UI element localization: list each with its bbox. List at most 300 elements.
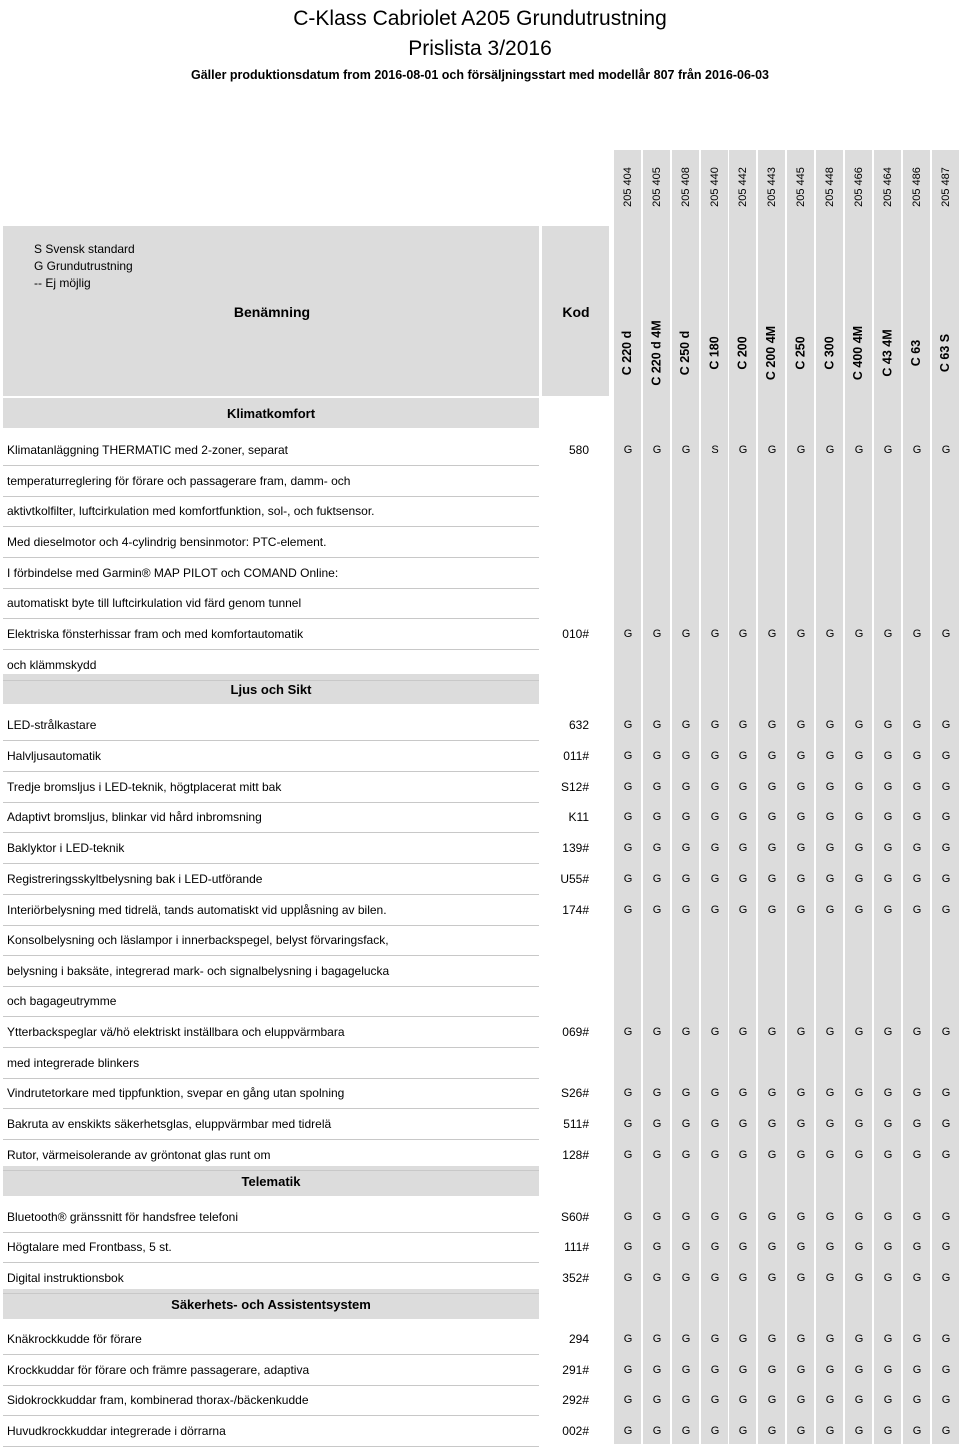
availability-cell: G: [825, 811, 835, 823]
availability-cell: G: [710, 1394, 720, 1406]
availability-cell: G: [681, 1272, 691, 1284]
model-name-header: [903, 308, 930, 398]
model-code-header: [672, 152, 699, 222]
availability-cell: G: [710, 750, 720, 762]
equipment-code: S26#: [560, 1086, 589, 1100]
row-divider: [3, 465, 539, 466]
availability-cell: G: [681, 904, 691, 916]
availability-cell: G: [883, 628, 893, 640]
row-divider: [3, 649, 539, 650]
model-code-header: [816, 152, 843, 222]
availability-cell: G: [652, 1026, 662, 1038]
model-name-label: C 200 4M: [764, 325, 779, 381]
availability-cell: G: [854, 1149, 864, 1161]
equipment-description: LED-strålkastare: [7, 718, 97, 732]
benamning-header: Benämning: [233, 304, 311, 320]
availability-cell: G: [912, 781, 922, 793]
availability-cell: G: [623, 842, 633, 854]
availability-cell: G: [767, 842, 777, 854]
equipment-code: 511#: [563, 1117, 589, 1131]
availability-cell: G: [796, 1394, 806, 1406]
model-code-header: [614, 152, 641, 222]
model-name-header: [816, 308, 843, 398]
availability-cell: G: [854, 1425, 864, 1437]
availability-cell: G: [796, 811, 806, 823]
row-divider: [3, 1047, 539, 1048]
model-code-label: 205 464: [881, 167, 894, 207]
availability-cell: G: [854, 1272, 864, 1284]
availability-cell: G: [767, 1394, 777, 1406]
availability-cell: G: [681, 1241, 691, 1253]
availability-cell: G: [710, 842, 720, 854]
legend-not-possible: -- Ej möjlig: [34, 276, 91, 290]
equipment-code: 291#: [562, 1363, 589, 1377]
table-row: [0, 957, 960, 987]
availability-cell: G: [883, 811, 893, 823]
availability-cell: G: [738, 842, 748, 854]
availability-cell: G: [796, 1425, 806, 1437]
availability-cell: S: [711, 444, 719, 456]
legend: [34, 241, 135, 292]
availability-cell: G: [883, 904, 893, 916]
availability-cell: G: [767, 1272, 777, 1284]
availability-cell: G: [738, 1026, 748, 1038]
equipment-code: 128#: [562, 1148, 589, 1162]
availability-cell: G: [941, 811, 951, 823]
availability-cell: G: [681, 1149, 691, 1161]
availability-cell: G: [710, 1211, 720, 1223]
availability-cell: G: [681, 1118, 691, 1130]
equipment-code: K11: [568, 810, 589, 824]
row-divider: [3, 832, 539, 833]
availability-cell: G: [681, 628, 691, 640]
availability-cell: G: [854, 750, 864, 762]
availability-cell: G: [710, 1087, 720, 1099]
availability-cell: G: [623, 1118, 633, 1130]
availability-cell: G: [767, 1241, 777, 1253]
availability-cell: G: [825, 873, 835, 885]
availability-cell: G: [681, 750, 691, 762]
availability-cell: G: [623, 1364, 633, 1376]
equipment-description: temperaturreglering för förare och passagerare fram, damm- och: [7, 474, 351, 488]
availability-cell: G: [681, 842, 691, 854]
model-name-header: [701, 308, 728, 398]
kod-header: Kod: [562, 304, 590, 320]
row-divider: [3, 1016, 539, 1017]
table-row: [0, 773, 960, 803]
availability-cell: G: [912, 628, 922, 640]
availability-cell: G: [883, 719, 893, 731]
availability-cell: G: [912, 811, 922, 823]
availability-cell: G: [825, 1333, 835, 1345]
price-list-subtitle: Prislista 3/2016: [408, 37, 552, 60]
availability-cell: G: [825, 1364, 835, 1376]
availability-cell: G: [681, 1087, 691, 1099]
document-title: C-Klass Cabriolet A205 Grundutrustning: [293, 7, 667, 30]
availability-cell: G: [738, 1425, 748, 1437]
availability-cell: G: [710, 628, 720, 640]
availability-cell: G: [767, 1087, 777, 1099]
availability-cell: G: [912, 873, 922, 885]
table-row: [0, 620, 960, 650]
equipment-description: Bakruta av enskikts säkerhetsglas, eluppvärmbar med tidrelä: [7, 1117, 332, 1131]
row-divider: [3, 894, 539, 895]
availability-cell: G: [681, 1394, 691, 1406]
availability-cell: G: [883, 1118, 893, 1130]
availability-cell: G: [912, 1333, 922, 1345]
model-code-header: [903, 152, 930, 222]
availability-cell: G: [738, 781, 748, 793]
availability-cell: G: [738, 1211, 748, 1223]
equipment-code: 174#: [562, 903, 589, 917]
equipment-description: Registreringsskyltbelysning bak i LED-utförande: [7, 872, 263, 886]
equipment-description: Vindrutetorkare med tippfunktion, svepar en gång utan spolning: [7, 1086, 345, 1100]
table-row: [0, 651, 960, 681]
availability-cell: G: [854, 444, 864, 456]
availability-cell: G: [767, 444, 777, 456]
model-code-label: 205 486: [910, 167, 923, 207]
availability-cell: G: [623, 1026, 633, 1038]
row-divider: [3, 1354, 539, 1355]
model-code-header: [643, 152, 670, 222]
availability-cell: G: [912, 1211, 922, 1223]
equipment-code: 139#: [562, 841, 589, 855]
availability-cell: G: [623, 1425, 633, 1437]
model-name-label: C 200: [735, 336, 750, 370]
availability-cell: G: [623, 811, 633, 823]
availability-cell: G: [854, 1087, 864, 1099]
table-row: [0, 834, 960, 864]
availability-cell: G: [796, 1026, 806, 1038]
equipment-description: Halvljusautomatik: [7, 749, 102, 763]
availability-cell: G: [738, 1241, 748, 1253]
section-header: Telematik: [3, 1166, 539, 1196]
availability-cell: G: [883, 1364, 893, 1376]
availability-cell: G: [912, 1118, 922, 1130]
equipment-description: Adaptivt bromsljus, blinkar vid hård inbromsning: [7, 810, 262, 824]
equipment-description: Konsolbelysning och läslampor i innerbackspegel, belyst förvaringsfack,: [7, 933, 389, 947]
availability-cell: G: [941, 1149, 951, 1161]
availability-cell: G: [941, 1394, 951, 1406]
availability-cell: G: [796, 750, 806, 762]
table-row: [0, 896, 960, 926]
availability-cell: G: [738, 1333, 748, 1345]
table-row: [0, 559, 960, 589]
table-row: [0, 1018, 960, 1048]
availability-cell: G: [710, 811, 720, 823]
availability-cell: G: [825, 719, 835, 731]
availability-cell: G: [941, 719, 951, 731]
availability-cell: G: [825, 1211, 835, 1223]
equipment-description: och klämmskydd: [7, 658, 97, 672]
model-name-label: C 400 4M: [851, 325, 866, 381]
equipment-code: 352#: [562, 1271, 589, 1285]
availability-cell: G: [854, 1026, 864, 1038]
model-name-label: C 220 d: [620, 330, 635, 376]
availability-cell: G: [825, 1149, 835, 1161]
availability-cell: G: [883, 444, 893, 456]
availability-cell: G: [681, 1425, 691, 1437]
table-row: [0, 528, 960, 558]
availability-cell: G: [854, 1211, 864, 1223]
availability-cell: G: [652, 750, 662, 762]
availability-cell: G: [652, 1364, 662, 1376]
model-name-label: C 63: [909, 339, 924, 367]
availability-cell: G: [825, 842, 835, 854]
row-divider: [3, 1108, 539, 1109]
availability-cell: G: [825, 444, 835, 456]
equipment-description: Ytterbackspeglar vä/hö elektriskt inställbara och eluppvärmbara: [7, 1025, 345, 1039]
availability-cell: G: [883, 1026, 893, 1038]
equipment-code: S12#: [560, 780, 589, 794]
availability-cell: G: [883, 1394, 893, 1406]
model-name-label: C 220 d 4M: [649, 320, 664, 386]
availability-cell: G: [738, 811, 748, 823]
availability-cell: G: [825, 781, 835, 793]
model-code-label: 205 487: [939, 167, 952, 207]
section-header: Säkerhets- och Assistentsystem: [3, 1289, 539, 1319]
availability-cell: G: [652, 1272, 662, 1284]
row-divider: [3, 1293, 539, 1294]
availability-cell: G: [623, 781, 633, 793]
row-divider: [3, 557, 539, 558]
table-row: [0, 1141, 960, 1171]
availability-cell: G: [796, 904, 806, 916]
availability-cell: G: [623, 444, 633, 456]
availability-cell: G: [796, 1149, 806, 1161]
equipment-code: 011#: [563, 749, 589, 763]
equipment-description: I förbindelse med Garmin® MAP PILOT och COMAND Online:: [7, 566, 339, 580]
availability-cell: G: [854, 781, 864, 793]
equipment-description: automatiskt byte till luftcirkulation vid färd genom tunnel: [7, 596, 302, 610]
model-name-label: C 300: [822, 336, 837, 370]
validity-note: Gäller produktionsdatum from 2016-08-01 och försäljningsstart med modellår 807 från 2016-06-03: [191, 68, 769, 82]
availability-cell: G: [738, 1272, 748, 1284]
equipment-code: 010#: [562, 627, 589, 641]
model-name-header: [845, 308, 872, 398]
availability-cell: G: [710, 1364, 720, 1376]
availability-cell: G: [912, 842, 922, 854]
availability-cell: G: [883, 1149, 893, 1161]
availability-cell: G: [941, 1241, 951, 1253]
availability-cell: G: [767, 719, 777, 731]
availability-cell: G: [738, 1087, 748, 1099]
availability-cell: G: [767, 1333, 777, 1345]
availability-cell: G: [883, 1272, 893, 1284]
availability-cell: G: [912, 1149, 922, 1161]
availability-cell: G: [681, 873, 691, 885]
table-row: [0, 1264, 960, 1294]
section-header: Klimatkomfort: [3, 398, 539, 428]
model-name-label: C 63 S: [938, 333, 953, 373]
availability-cell: G: [652, 1211, 662, 1223]
model-code-label: 205 443: [765, 167, 778, 207]
availability-cell: G: [767, 1425, 777, 1437]
equipment-description: Klimatanläggning THERMATIC med 2-zoner, separat: [7, 443, 289, 457]
equipment-description: Baklyktor i LED-teknik: [7, 841, 125, 855]
section-header: Ljus och Sikt: [3, 674, 539, 704]
equipment-code: 002#: [562, 1424, 589, 1438]
availability-cell: G: [883, 1425, 893, 1437]
availability-cell: G: [652, 444, 662, 456]
availability-cell: G: [681, 1026, 691, 1038]
availability-cell: G: [941, 842, 951, 854]
availability-cell: G: [738, 1149, 748, 1161]
model-name-header: [614, 308, 641, 398]
availability-cell: G: [941, 781, 951, 793]
availability-cell: G: [710, 904, 720, 916]
table-row: [0, 803, 960, 833]
availability-cell: G: [825, 1394, 835, 1406]
availability-cell: G: [912, 1364, 922, 1376]
table-row: [0, 987, 960, 1017]
availability-cell: G: [883, 1211, 893, 1223]
availability-cell: G: [883, 842, 893, 854]
availability-cell: G: [623, 1241, 633, 1253]
availability-cell: G: [854, 873, 864, 885]
availability-cell: G: [738, 444, 748, 456]
availability-cell: G: [767, 1026, 777, 1038]
availability-cell: G: [623, 628, 633, 640]
availability-cell: G: [652, 1333, 662, 1345]
availability-cell: G: [738, 1364, 748, 1376]
availability-cell: G: [710, 1272, 720, 1284]
availability-cell: G: [796, 1211, 806, 1223]
availability-cell: G: [912, 1026, 922, 1038]
equipment-description: belysning i baksäte, integrerad mark- och signalbelysning i bagagelucka: [7, 964, 390, 978]
model-code-label: 205 408: [679, 167, 692, 207]
table-row: [0, 589, 960, 619]
availability-cell: G: [652, 1425, 662, 1437]
availability-cell: G: [652, 842, 662, 854]
model-code-label: 205 445: [794, 167, 807, 207]
availability-cell: G: [941, 1364, 951, 1376]
equipment-code: 069#: [562, 1025, 589, 1039]
availability-cell: G: [767, 1211, 777, 1223]
equipment-code: 580: [568, 443, 589, 457]
table-row: [0, 1356, 960, 1386]
row-divider: [3, 618, 539, 619]
availability-cell: G: [710, 781, 720, 793]
model-code-label: 205 404: [621, 167, 634, 207]
row-divider: [3, 1170, 539, 1171]
availability-cell: G: [652, 1118, 662, 1130]
availability-cell: G: [883, 781, 893, 793]
availability-cell: G: [767, 1364, 777, 1376]
equipment-code: 292#: [562, 1393, 589, 1407]
table-row: [0, 1203, 960, 1233]
equipment-description: aktivtkolfilter, luftcirkulation med komfortfunktion, sol-, och fuktsensor.: [7, 504, 375, 518]
availability-cell: G: [681, 444, 691, 456]
row-divider: [3, 955, 539, 956]
availability-cell: G: [796, 1087, 806, 1099]
availability-cell: G: [941, 444, 951, 456]
availability-cell: G: [912, 1394, 922, 1406]
availability-cell: G: [623, 750, 633, 762]
availability-cell: G: [941, 1118, 951, 1130]
availability-cell: G: [854, 842, 864, 854]
availability-cell: G: [912, 1241, 922, 1253]
availability-cell: G: [767, 628, 777, 640]
availability-cell: G: [652, 904, 662, 916]
availability-cell: G: [941, 1026, 951, 1038]
model-name-label: C 250: [793, 336, 808, 370]
availability-cell: G: [912, 904, 922, 916]
table-row: [0, 926, 960, 956]
availability-cell: G: [912, 444, 922, 456]
availability-cell: G: [883, 1333, 893, 1345]
availability-cell: G: [941, 750, 951, 762]
equipment-description: Rutor, värmeisolerande av gröntonat glas runt om: [7, 1148, 271, 1162]
row-divider: [3, 1139, 539, 1140]
availability-cell: G: [825, 1425, 835, 1437]
availability-cell: G: [796, 1272, 806, 1284]
equipment-code: S60#: [560, 1210, 589, 1224]
model-name-label: C 43 4M: [880, 329, 895, 377]
availability-cell: G: [767, 750, 777, 762]
row-divider: [3, 771, 539, 772]
model-code-label: 205 442: [736, 167, 749, 207]
availability-cell: G: [767, 1149, 777, 1161]
equipment-description: Huvudkrockkuddar integrerade i dörrarna: [7, 1424, 226, 1438]
table-row: [0, 436, 960, 466]
availability-cell: G: [623, 904, 633, 916]
availability-cell: G: [796, 444, 806, 456]
table-row: [0, 1386, 960, 1416]
availability-cell: G: [738, 628, 748, 640]
availability-cell: G: [941, 1211, 951, 1223]
table-row: [0, 1417, 960, 1447]
availability-cell: G: [825, 1241, 835, 1253]
row-divider: [3, 740, 539, 741]
availability-cell: G: [854, 628, 864, 640]
availability-cell: G: [652, 628, 662, 640]
availability-cell: G: [854, 1333, 864, 1345]
equipment-code: 111#: [564, 1240, 589, 1254]
availability-cell: G: [825, 1026, 835, 1038]
availability-cell: G: [796, 873, 806, 885]
availability-cell: G: [652, 1087, 662, 1099]
table-row: [0, 1325, 960, 1355]
row-divider: [3, 863, 539, 864]
equipment-description: och bagageutrymme: [7, 994, 117, 1008]
availability-cell: G: [796, 628, 806, 640]
model-code-label: 205 440: [708, 167, 721, 207]
availability-cell: G: [652, 873, 662, 885]
availability-cell: G: [738, 1118, 748, 1130]
availability-cell: G: [796, 1241, 806, 1253]
availability-cell: G: [912, 719, 922, 731]
availability-cell: G: [941, 628, 951, 640]
availability-cell: G: [652, 719, 662, 731]
availability-cell: G: [710, 1026, 720, 1038]
availability-cell: G: [941, 1272, 951, 1284]
equipment-description: Bluetooth® gränssnitt för handsfree telefoni: [7, 1210, 238, 1224]
availability-cell: G: [912, 1425, 922, 1437]
availability-cell: G: [825, 1118, 835, 1130]
equipment-code: 632: [568, 718, 589, 732]
equipment-description: Krockkuddar för förare och främre passagerare, adaptiva: [7, 1363, 310, 1377]
availability-cell: G: [854, 1118, 864, 1130]
model-code-label: 205 448: [823, 167, 836, 207]
model-name-label: C 250 d: [678, 330, 693, 376]
legend-standard: S Svensk standard: [34, 242, 135, 256]
availability-cell: G: [681, 811, 691, 823]
row-divider: [3, 680, 539, 681]
table-row: [0, 1110, 960, 1140]
availability-cell: G: [941, 1425, 951, 1437]
table-row: [0, 1233, 960, 1263]
